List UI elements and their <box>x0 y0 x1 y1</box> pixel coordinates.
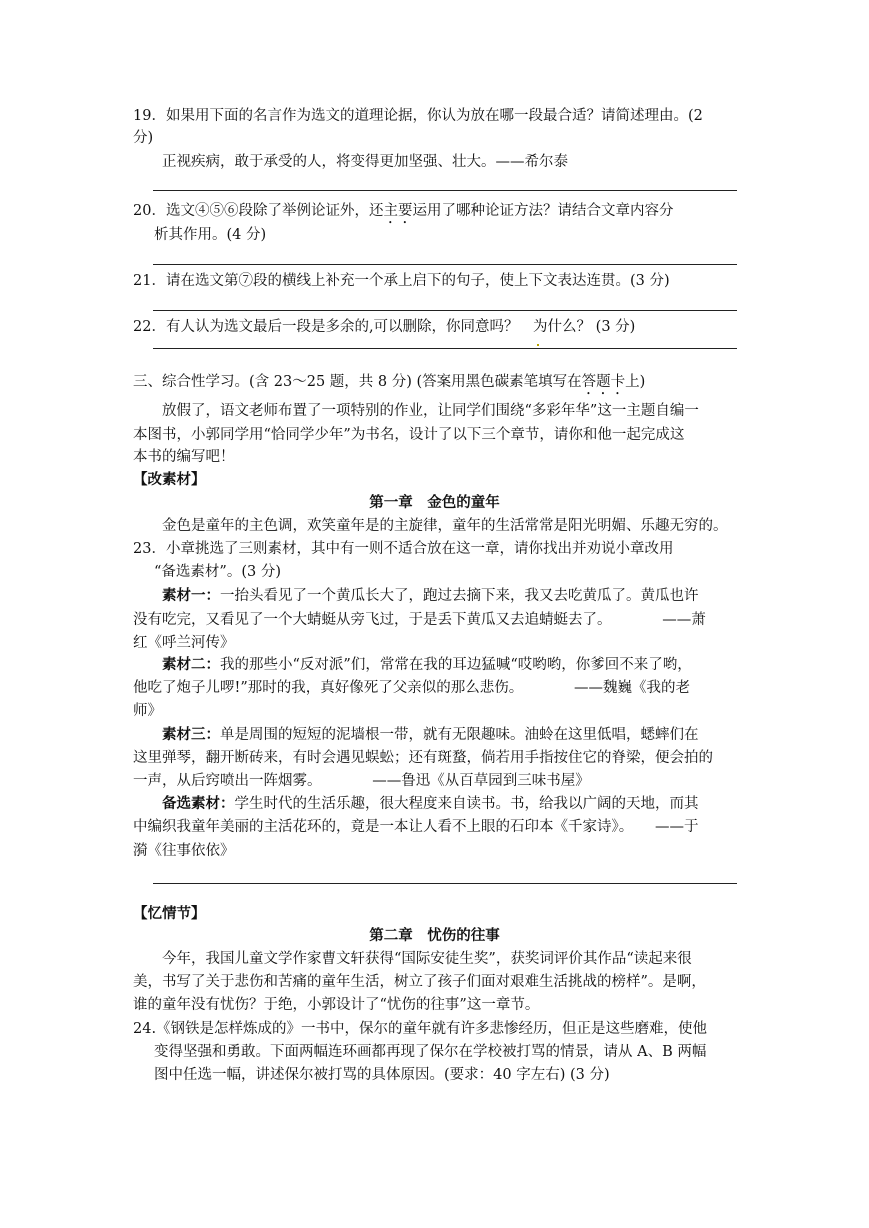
question-23-text: 23．小章挑选了三则素材，其中有一则不适合放在这一章，请你找出并劝说小章改用 <box>133 541 674 557</box>
question-24-text-cont-2: 图中任选一幅，讲述保尔被打骂的具体原因。(要求：40 字左右) (3 分) <box>154 1067 610 1083</box>
material-2: 素材二：我的那些小“反对派”们，常常在我的耳边猛喊“哎哟哟，你爹回不来了哟， <box>162 656 692 673</box>
question-21-text: 21．请在选文第⑦段的横线上补充一个承上启下的句子，使上下文表达连贯。(3 分) <box>133 273 670 289</box>
section-3-intro-2: 本图书，小郭同学用“恰同学少年”为书名，设计了以下三个章节，请你和他一起完成这 <box>133 427 685 443</box>
chapter-1-title: 第一章 金色的童年 <box>369 494 500 511</box>
chapter-2-intro-2: 美，书写了关于悲伤和苦痛的童年生活，树立了孩子们面对艰难生活挑战的榜样”。是啊， <box>133 974 706 990</box>
chapter-2-title: 第二章 忧伤的往事 <box>369 927 500 944</box>
backup-material-label: 备选素材： <box>162 795 235 812</box>
material-3-line-2: 这里弹琴，翻开断砖来，有时会遇见蜈蚣；还有斑蝥，倘若用手指按住它的脊梁，便会拍的 <box>133 750 713 766</box>
question-22-text: 22．有人认为选文最后一段是多余的,可以删除，你同意吗？ 为什么？ (3 分) <box>133 319 636 335</box>
quote-text: 正视疾病，敢于承受的人，将变得更加坚强、壮大。——希尔泰 <box>162 154 568 170</box>
answer-line-23[interactable] <box>153 883 737 884</box>
material-1-line-3: 红《呼兰河传》 <box>133 635 235 651</box>
question-19-text-cont: 分) <box>133 130 154 146</box>
material-3-label: 素材三： <box>162 726 220 743</box>
chapter-1-intro: 金色是童年的主色调，欢笑童年是的主旋律，童年的生活常常是阳光明媚、乐趣无穷的。 <box>162 518 728 534</box>
material-1-label: 素材一： <box>162 587 220 604</box>
part-2-tag: 【忆情节】 <box>133 905 206 922</box>
material-1: 素材一：一抬头看见了一个黄瓜长大了，跑过去摘下来，我又去吃黄瓜了。黄瓜也许 <box>162 587 699 604</box>
section-3-intro-1: 放假了，语文老师布置了一项特别的作业，让同学们围绕“多彩年华”这一主题自编一 <box>162 403 699 419</box>
question-20-text-cont: 析其作用。(4 分) <box>154 227 267 243</box>
section-3-heading: 三、综合性学习。(含 23～25 题，共 8 分) (答案用黑色碳素笔填写在答题卡上) <box>133 374 646 390</box>
section-3-intro-3: 本书的编写吧！ <box>133 449 235 465</box>
emphasis-main: 主要 <box>383 203 413 219</box>
material-2-line-3: 师》 <box>133 703 162 719</box>
emphasis-answer-card: 答题卡 <box>581 374 626 390</box>
question-24-text: 24.《钢铁是怎样炼成的》一书中，保尔的童年就有许多悲惨经历，但正是这些磨难，使他 <box>133 1021 708 1037</box>
backup-material-line-2: 中编织我童年美丽的主活花环的，竟是一本让人看不上眼的石印本《千家诗》。 ——于 <box>133 819 699 835</box>
material-1-line-2: 没有吃完，又看见了一个大蜻蜓从旁飞过，于是丢下黄瓜又去追蜻蜓去了。 ——萧 <box>133 612 706 628</box>
material-2-label: 素材二： <box>162 656 220 673</box>
answer-line-21[interactable] <box>153 310 737 311</box>
backup-material: 备选素材：学生时代的生活乐趣，很大程度来自读书。书，给我以广阔的天地，而其 <box>162 795 699 812</box>
material-3: 素材三：单是周围的短短的泥墙根一带，就有无限趣味。油蛉在这里低唱，蟋蟀们在 <box>162 726 699 743</box>
material-2-line-2: 他吃了炮子儿啰!”那时的我，真好像死了父亲似的那么悲伤。 ——魏巍《我的老 <box>133 680 690 696</box>
backup-material-line-3: 漪《往事依依》 <box>133 843 235 859</box>
answer-line-19[interactable] <box>153 190 737 191</box>
question-24-text-cont-1: 变得坚强和勇敢。下面两幅连环画都再现了保尔在学校被打骂的情景，请从 A、B 两幅 <box>154 1044 707 1060</box>
answer-line-22[interactable] <box>153 348 737 349</box>
question-20-text: 20．选文④⑤⑥段除了举例论证外，还主要运用了哪种论证方法？请结合文章内容分 <box>133 203 674 219</box>
material-3-line-3: 一声，从后窍喷出一阵烟雾。 ——鲁迅《从百草园到三味书屋》 <box>133 773 590 789</box>
print-speck <box>537 344 539 346</box>
chapter-2-intro-1: 今年，我国儿童文学作家曹文轩获得“国际安徒生奖”，获奖词评价其作品“读起来很 <box>162 951 692 967</box>
question-23-text-cont: “备选素材”。(3 分) <box>154 564 281 580</box>
question-19-text: 19．如果用下面的名言作为选文的道理论据，你认为放在哪一段最合适？请简述理由。(2 <box>133 108 703 124</box>
chapter-2-intro-3: 谁的童年没有忧伤？于绝，小郭设计了“忧伤的往事”这一章节。 <box>133 997 540 1013</box>
answer-line-20[interactable] <box>153 264 737 265</box>
part-1-tag: 【改素材】 <box>133 471 206 488</box>
